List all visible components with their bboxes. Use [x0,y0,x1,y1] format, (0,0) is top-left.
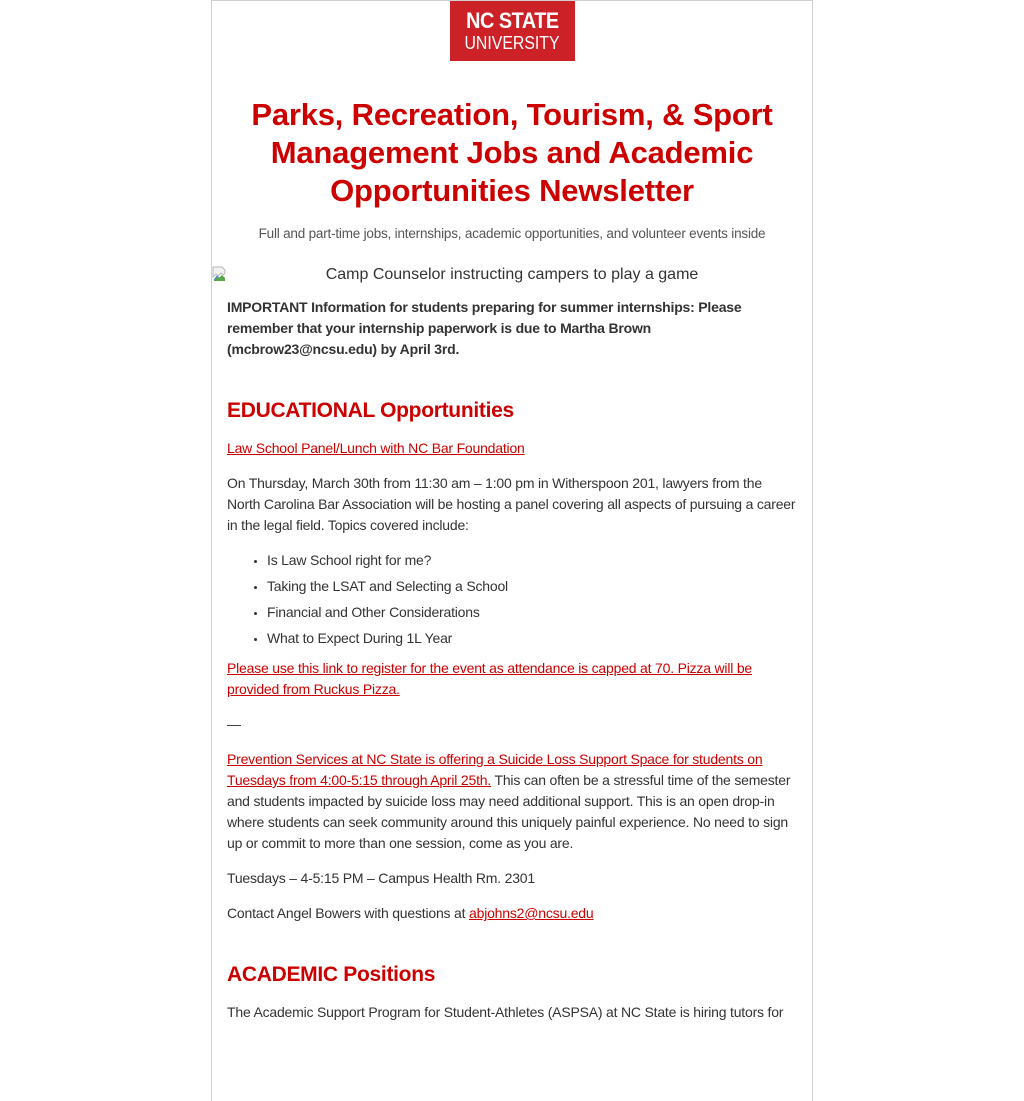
important-notice: IMPORTANT Information for students preparing for summer internships: Please remember that your internship paperwork is due to Martha Brown (mcbrow23@ncsu.edu) by April 3rd. [227,299,742,357]
support-schedule: Tuesdays – 4-5:15 PM – Campus Health Rm. 2301 [227,870,535,886]
law-panel-description: On Thursday, March 30th from 11:30 am – 1:00 pm in Witherspoon 201, lawyers from the North Carolina Bar Association will be hosting a panel covering all aspects of pursuing a career in the legal field. Topics covered include: [227,475,796,533]
topics-list [227,550,797,649]
academic-heading: ACADEMIC Positions [227,963,436,986]
newsletter-subtitle: Full and part-time jobs, internships, academic opportunities, and volunteer events inside [258,226,766,241]
newsletter-title: Parks, Recreation, Tourism, & Sport Management Jobs and Academic Opportunities Newsletter [251,97,773,208]
topic-item: • Taking the LSAT and Selecting a School [267,576,797,597]
educational-heading: EDUCATIONAL Opportunities [227,399,514,422]
law-panel-paragraph [227,438,797,459]
newsletter-container [211,0,813,1101]
nc-state-logo[interactable] [450,1,575,61]
newsletter-body [212,297,812,1023]
academic-intro: The Academic Support Program for Student-Athletes (ASPSA) at NC State is hiring tutors for [227,1004,784,1020]
logo-line-2: UNIVERSITY [464,33,560,53]
topic-item: • What to Expect During 1L Year [267,628,797,649]
topic-item: • Financial and Other Considerations [267,602,797,623]
support-space-link[interactable]: Prevention Services at NC State is offering a Suicide Loss Support Space for students on Tuesdays from 4:00-5:15 through April 25th. [227,751,763,788]
logo-row [212,1,812,61]
broken-image-icon [212,266,228,282]
register-link[interactable]: Please use this link to register for the event as attendance is capped at 70. Pizza will be provided from Ruckus Pizza. [227,660,752,697]
contact-paragraph [227,903,797,924]
hero-image [212,265,812,287]
law-panel-link[interactable]: Law School Panel/Lunch with NC Bar Foundation [227,440,525,456]
register-paragraph [227,658,797,700]
support-space-paragraph [227,749,797,854]
topic-item: • Is Law School right for me? [267,550,797,571]
support-space-description: This can often be a stressful time of the semester and students impacted by suicide loss may need additional support. This is an open drop-in where students can seek community around this uniquely painful experience. No need to sign up or commit to more than one session, come as you are. [227,772,791,851]
hero-image-alt-text: Camp Counselor instructing campers to play a game [325,266,699,283]
separator-dash: — [227,716,241,732]
logo-line-1: NC STATE [465,8,559,33]
contact-email-link[interactable]: abjohns2@ncsu.edu [469,905,594,921]
contact-prefix: Contact Angel Bowers with questions at [227,905,470,921]
